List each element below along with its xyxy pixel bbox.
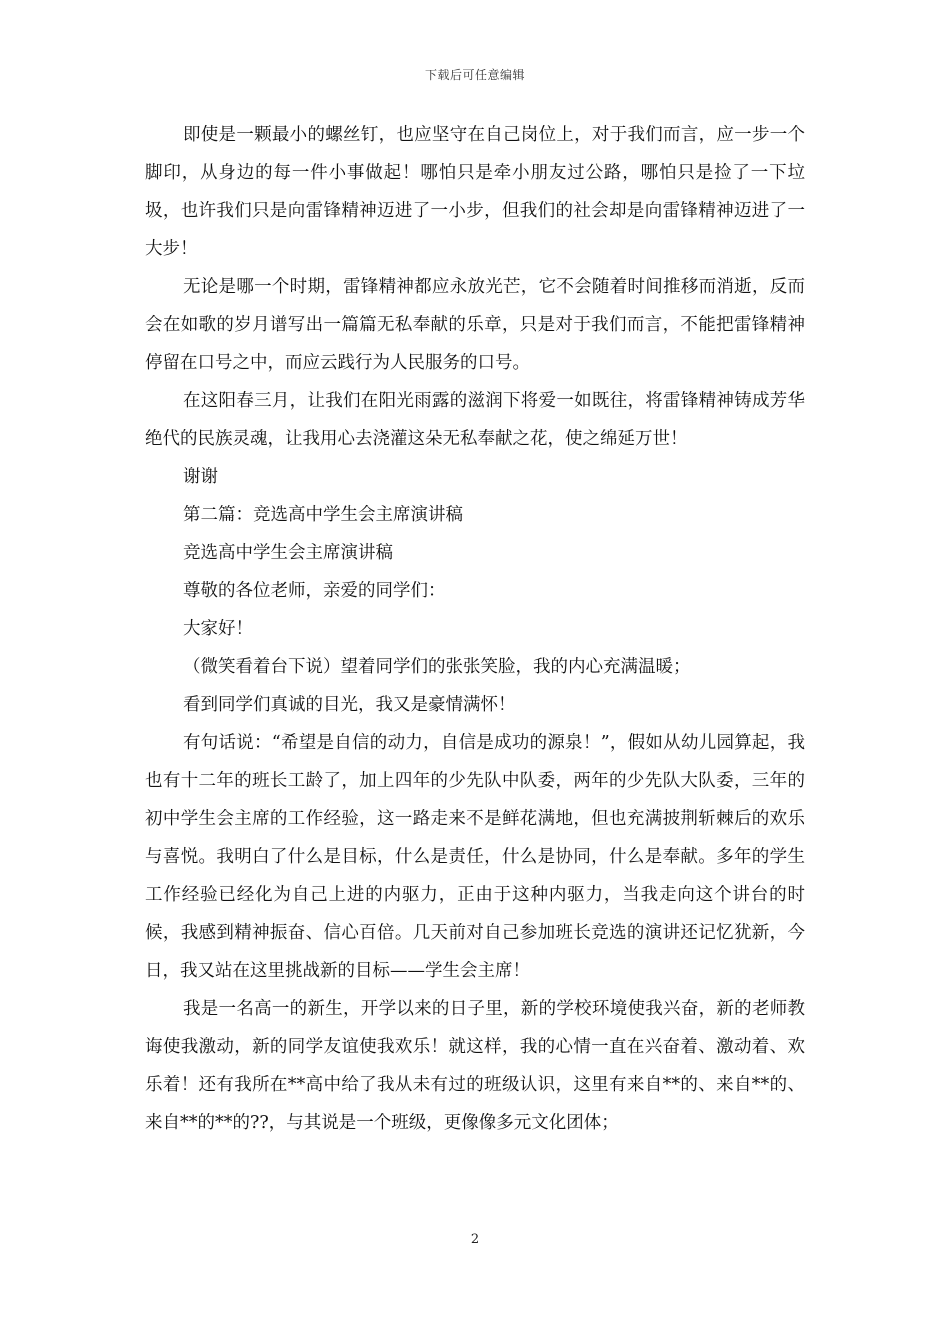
paragraph: 无论是哪一个时期，雷锋精神都应永放光芒，它不会随着时间推移而消逝，反而会在如歌的岁月谱写出一篇篇无私奉献的乐章，只是对于我们而言，不能把雷锋精神停留在口号之中，而应云践行为人民服务的口号。 (145, 277, 805, 373)
greeting: 大家好！ (183, 619, 253, 639)
paragraph: 即使是一颗最小的螺丝钉，也应坚守在自己岗位上，对于我们而言，应一步一个脚印，从身边的每一件小事做起！哪怕只是牵小朋友过公路，哪怕只是捡了一下垃圾，也许我们只是向雷锋精神迈进了一小步，但我们的社会却是向雷锋精神迈进了一大步！ (145, 125, 805, 259)
speech-title: 竞选高中学生会主席演讲稿 (183, 543, 393, 563)
paragraph: （微笑看着台下说）望着同学们的张张笑脸，我的内心充满温暖； (183, 657, 691, 677)
document-body (145, 116, 805, 1142)
section-heading: 第二篇：竞选高中学生会主席演讲稿 (183, 505, 463, 525)
paragraph: 我是一名高一的新生，开学以来的日子里，新的学校环境使我兴奋，新的老师教诲使我激动，新的同学友谊使我欢乐！就这样，我的心情一直在兴奋着、激动着、欢乐着！还有我所在**高中给了我从未有过的班级认识，这里有来自**的、来自**的、来自**的**的??，与其说是一个班级，更像像多元文化团体； (145, 999, 805, 1133)
salutation: 尊敬的各位老师，亲爱的同学们： (183, 581, 446, 601)
paragraph: 在这阳春三月，让我们在阳光雨露的滋润下将爱一如既往，将雷锋精神铸成芳华绝代的民族灵魂，让我用心去浇灌这朵无私奉献之花，使之绵延万世！ (145, 391, 805, 449)
paragraph: 看到同学们真诚的目光，我又是豪情满怀！ (183, 695, 516, 715)
closing-thanks: 谢谢 (183, 467, 218, 487)
page-header: 下载后可任意编辑 (424, 68, 525, 82)
page-number: 2 (470, 1232, 480, 1247)
paragraph: 有句话说：“希望是自信的动力，自信是成功的源泉！”，假如从幼儿园算起，我也有十二年的班长工龄了，加上四年的少先队中队委，两年的少先队大队委，三年的初中学生会主席的工作经验，这一路走来不是鲜花满地，但也充满披荆斩棘后的欢乐与喜悦。我明白了什么是目标，什么是责任，什么是协同，什么是奉献。多年的学生工作经验已经化为自己上进的内驱力，正由于这种内驱力，当我走向这个讲台的时候，我感到精神振奋、信心百倍。几天前对自己参加班长竞选的演讲还记忆犹新，今日，我又站在这里挑战新的目标——学生会主席！ (145, 733, 805, 981)
